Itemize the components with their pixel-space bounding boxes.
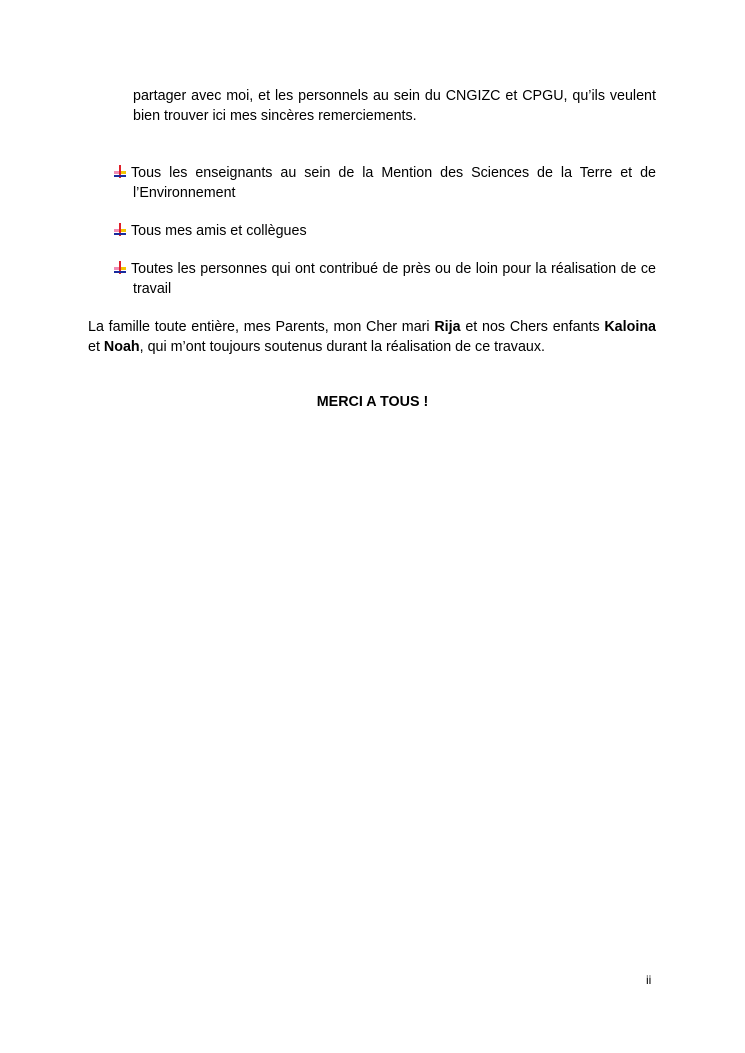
husband-name: Rija bbox=[434, 319, 461, 335]
family-text-part4: , qui m’ont toujours soutenus durant la réalisation de ce travaux. bbox=[139, 338, 545, 355]
bullet-item-contributors bbox=[110, 260, 656, 299]
bullet-item-friends bbox=[110, 222, 656, 242]
bullet-text: Tous les enseignants au sein de la Mention des Sciences de la Terre et de l’Environnement bbox=[131, 165, 656, 201]
family-text-part2: et nos Chers enfants bbox=[460, 319, 605, 335]
family-text-part1: La famille toute entière, mes Parents, mon Cher mari bbox=[88, 319, 435, 335]
bullet-item-teachers bbox=[110, 164, 656, 203]
family-paragraph bbox=[88, 318, 656, 357]
page-number: ii bbox=[646, 973, 652, 987]
closing-heading: MERCI A TOUS ! bbox=[316, 394, 429, 410]
child-name-kaloina: Kaloina bbox=[604, 319, 656, 335]
child-name-noah: Noah bbox=[103, 338, 140, 355]
bullet-text: Toutes les personnes qui ont contribué de près ou de loin pour la réalisation de ce travail bbox=[131, 261, 656, 297]
family-text-part3: et bbox=[88, 338, 104, 355]
bullet-icon bbox=[114, 223, 126, 236]
bullet-icon bbox=[114, 261, 126, 274]
continuation-text: partager avec moi, et les personnels au sein du CNGIZC et CPGU, qu’ils veulent bien trouver ici mes sincères remerciements. bbox=[133, 88, 656, 124]
bullet-icon bbox=[114, 165, 126, 178]
bullet-text: Tous mes amis et collègues bbox=[131, 223, 307, 239]
continuation-paragraph bbox=[133, 87, 656, 126]
